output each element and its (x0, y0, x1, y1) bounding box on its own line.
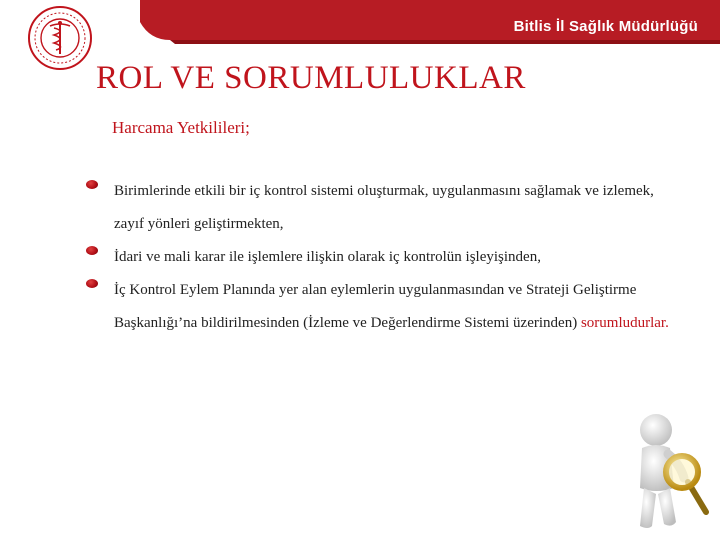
figure-with-magnifier-icon (618, 408, 714, 536)
bullet-item (86, 274, 686, 340)
ministry-of-health-logo-icon (26, 4, 94, 72)
red-bullet-icon (86, 180, 98, 189)
red-bullet-icon (86, 246, 98, 255)
red-bullet-icon (86, 279, 98, 288)
bullet-text: İç Kontrol Eylem Planında yer alan eylemlerin uygulanmasından ve Strateji Geliştirme Başkanlığı’na bildirilmesinden (İzleme ve Değerlendirme Sistemi üzerinden) (114, 282, 637, 331)
slide-subtitle: Harcama Yetkilileri; (112, 118, 250, 137)
bullet-list (86, 175, 686, 340)
bullet-item (86, 241, 686, 274)
organization-name: Bitlis İl Sağlık Müdürlüğü (513, 18, 698, 35)
bullet-text: Birimlerinde etkili bir iç kontrol sistemi oluşturmak, uygulanmasını sağlamak ve izlemek, zayıf yönleri geliştirmekten, (114, 183, 654, 232)
bullet-item (86, 175, 686, 241)
bullet-highlight: sorumludurlar. (580, 315, 669, 331)
slide-title: ROL VE SORUMLULUKLAR (96, 60, 526, 96)
header-band (0, 0, 720, 48)
bullet-text: İdari ve mali karar ile işlemlere ilişkin olarak iç kontrolün işleyişinden, (114, 249, 541, 265)
